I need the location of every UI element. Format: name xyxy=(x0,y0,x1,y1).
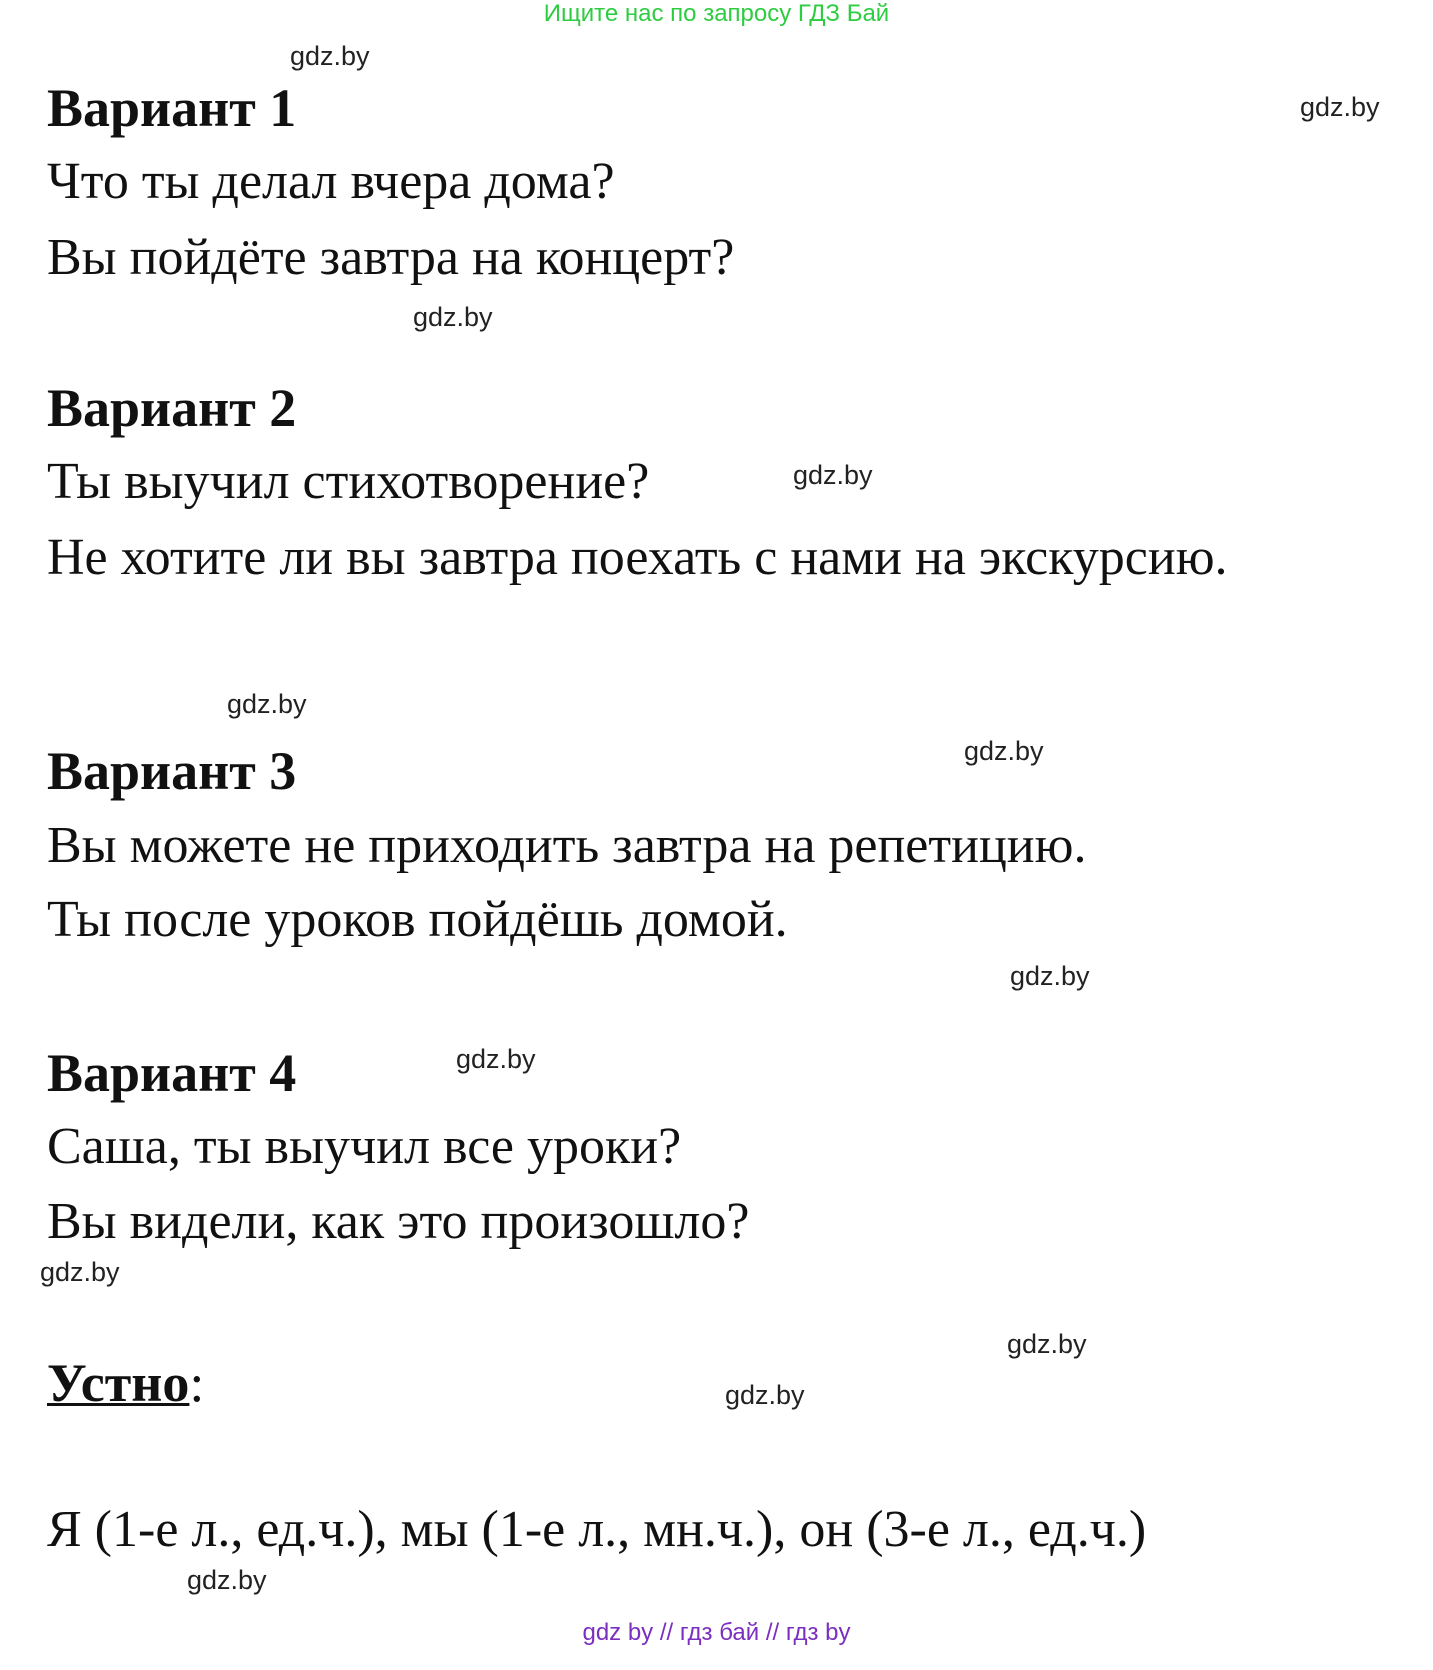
variant-3-line-1: Вы можете не приходить завтра на репетицию. xyxy=(47,817,1087,874)
oral-label: Устно xyxy=(47,1353,190,1413)
watermark: gdz.by xyxy=(456,1044,536,1074)
variant-3-title: Вариант 3 xyxy=(47,741,297,801)
variant-1-title: Вариант 1 xyxy=(47,78,297,138)
variant-2-line-2: Не хотите ли вы завтра поехать с нами на экскурсию. xyxy=(47,529,1228,586)
watermark: gdz.by xyxy=(227,689,307,719)
watermark: gdz.by xyxy=(1300,92,1380,122)
watermark: gdz.by xyxy=(40,1257,120,1287)
watermark: gdz.by xyxy=(290,41,370,71)
variant-3-line-2: Ты после уроков пойдёшь домой. xyxy=(47,891,788,948)
variant-4-line-1: Саша, ты выучил все уроки? xyxy=(47,1118,682,1175)
oral-colon: : xyxy=(189,1353,205,1413)
watermark: gdz.by xyxy=(1007,1329,1087,1359)
variant-2-title: Вариант 2 xyxy=(47,378,297,438)
oral-answer: Я (1-е л., ед.ч.), мы (1-е л., мн.ч.), он (3-е л., ед.ч.) xyxy=(47,1501,1147,1558)
variant-1-line-1: Что ты делал вчера дома? xyxy=(47,153,615,210)
variant-2-line-1: Ты выучил стихотворение? xyxy=(47,453,650,510)
oral-heading xyxy=(47,1353,204,1413)
watermark: gdz.by xyxy=(793,460,873,490)
top-banner: Ищите нас по запросу ГДЗ Бай xyxy=(543,0,890,27)
variant-4-title: Вариант 4 xyxy=(47,1043,297,1103)
watermark: gdz.by xyxy=(187,1565,267,1595)
variant-4-line-2: Вы видели, как это произошло? xyxy=(47,1193,750,1250)
watermark: gdz.by xyxy=(725,1380,805,1410)
footer-links: gdz by // гдз бай // гдз by xyxy=(582,1619,851,1646)
watermark: gdz.by xyxy=(964,736,1044,766)
variant-1-line-2: Вы пойдёте завтра на концерт? xyxy=(47,229,735,286)
watermark: gdz.by xyxy=(1010,961,1090,991)
watermark: gdz.by xyxy=(413,302,493,332)
